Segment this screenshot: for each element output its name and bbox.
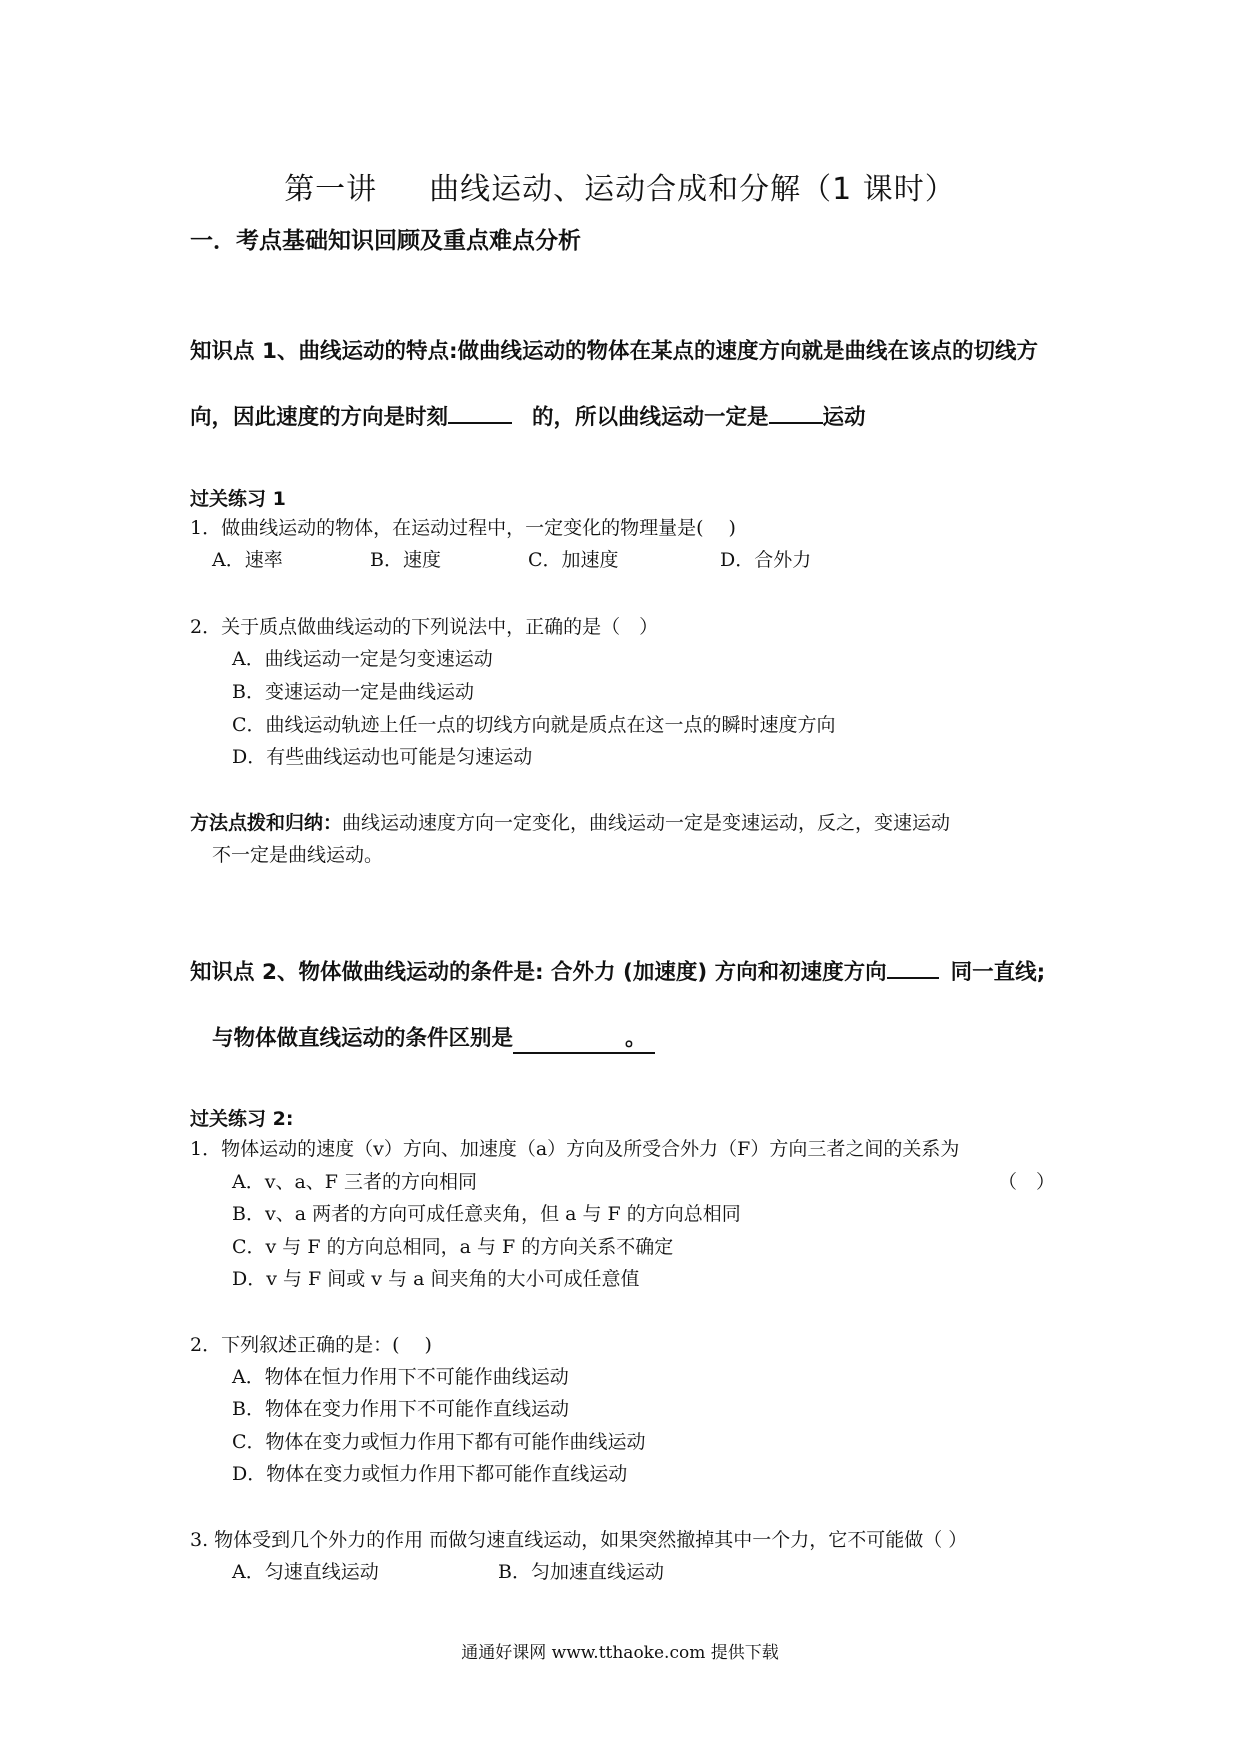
option: B．物体在变力作用下不可能作直线运动 — [232, 1398, 569, 1420]
option: D．v 与 F 间或 v 与 a 间夹角的大小可成任意值 — [232, 1268, 640, 1290]
option: B．匀加速直线运动 — [498, 1561, 664, 1583]
knowledge-point-1-line2 — [190, 400, 866, 431]
option: C．加速度 — [528, 549, 619, 571]
method-note-line1 — [190, 808, 950, 835]
option: D．物体在变力或恒力作用下都可能作直线运动 — [232, 1463, 628, 1485]
question-stem: 1．物体运动的速度（v）方向、加速度（a）方向及所受合外力（F）方向三者之间的关系为 — [190, 1138, 960, 1160]
question-stem: 3. 物体受到几个外力的作用 而做匀速直线运动，如果突然撤掉其中一个力，它不可能做（ ） — [190, 1529, 968, 1551]
page-title — [0, 164, 1240, 208]
kp2-text-c: 与物体做直线运动的条件区别是 — [212, 1026, 514, 1051]
option: C．v 与 F 的方向总相同，a 与 F 的方向关系不确定 — [232, 1236, 674, 1258]
option: C．物体在变力或恒力作用下都有可能作曲线运动 — [232, 1431, 646, 1453]
answer-paren: （ ） — [998, 1171, 1056, 1193]
option: C．曲线运动轨迹上任一点的切线方向就是质点在这一点的瞬时速度方向 — [232, 714, 836, 736]
method-label: 方法点拨和归纳： — [190, 812, 343, 834]
question-stem: 2．下列叙述正确的是：( ) — [190, 1334, 432, 1356]
kp2-text-b: 同一直线; — [950, 960, 1046, 985]
kp1-text-c: 运动 — [822, 405, 866, 430]
option: D．合外力 — [720, 549, 812, 571]
lecture-number: 第一讲 — [284, 172, 378, 207]
option: B．v、a 两者的方向可成任意夹角，但 a 与 F 的方向总相同 — [232, 1203, 741, 1225]
fill-blank — [887, 957, 939, 979]
section-heading: 一．考点基础知识回顾及重点难点分析 — [190, 228, 581, 254]
fill-blank — [448, 402, 512, 424]
kp1-text-a: 向，因此速度的方向是时刻 — [190, 405, 449, 430]
lecture-topic: 曲线运动、运动合成和分解（1 课时） — [429, 172, 956, 207]
knowledge-point-2-line1 — [190, 955, 1045, 986]
option: A．v、a、F 三者的方向相同 — [232, 1171, 478, 1193]
exercise-1-heading: 过关练习 1 — [190, 488, 286, 510]
question-stem: 2．关于质点做曲线运动的下列说法中，正确的是（ ） — [190, 616, 659, 638]
method-text: 曲线运动速度方向一定变化，曲线运动一定是变速运动，反之，变速运动 — [342, 812, 951, 834]
kp2-text-d: 。 — [625, 1026, 647, 1051]
question-stem: 1．做曲线运动的物体，在运动过程中，一定变化的物理量是( ) — [190, 517, 736, 539]
method-note-line2: 不一定是曲线运动。 — [212, 844, 384, 866]
fill-blank — [769, 402, 823, 424]
option: A．速率 — [212, 549, 283, 571]
option: B．变速运动一定是曲线运动 — [232, 681, 474, 703]
page-footer: 通通好课网 www.tthaoke.com 提供下载 — [461, 1643, 779, 1663]
knowledge-point-2-line2 — [212, 1021, 655, 1054]
knowledge-point-1-line1: 知识点 1、曲线运动的特点:做曲线运动的物体在某点的速度方向就是曲线在该点的切线方 — [190, 339, 1039, 364]
exercise-2-heading: 过关练习 2: — [190, 1108, 294, 1130]
kp2-text-a: 知识点 2、物体做曲线运动的条件是: 合外力 (加速度) 方向和初速度方向 — [190, 960, 887, 985]
option: A．物体在恒力作用下不可能作曲线运动 — [232, 1366, 569, 1388]
kp1-text-b: 的，所以曲线运动一定是 — [532, 405, 769, 430]
option: A．匀速直线运动 — [232, 1561, 379, 1583]
option: D．有些曲线运动也可能是匀速运动 — [232, 746, 533, 768]
option: B．速度 — [370, 549, 441, 571]
option: A．曲线运动一定是匀变速运动 — [232, 648, 493, 670]
